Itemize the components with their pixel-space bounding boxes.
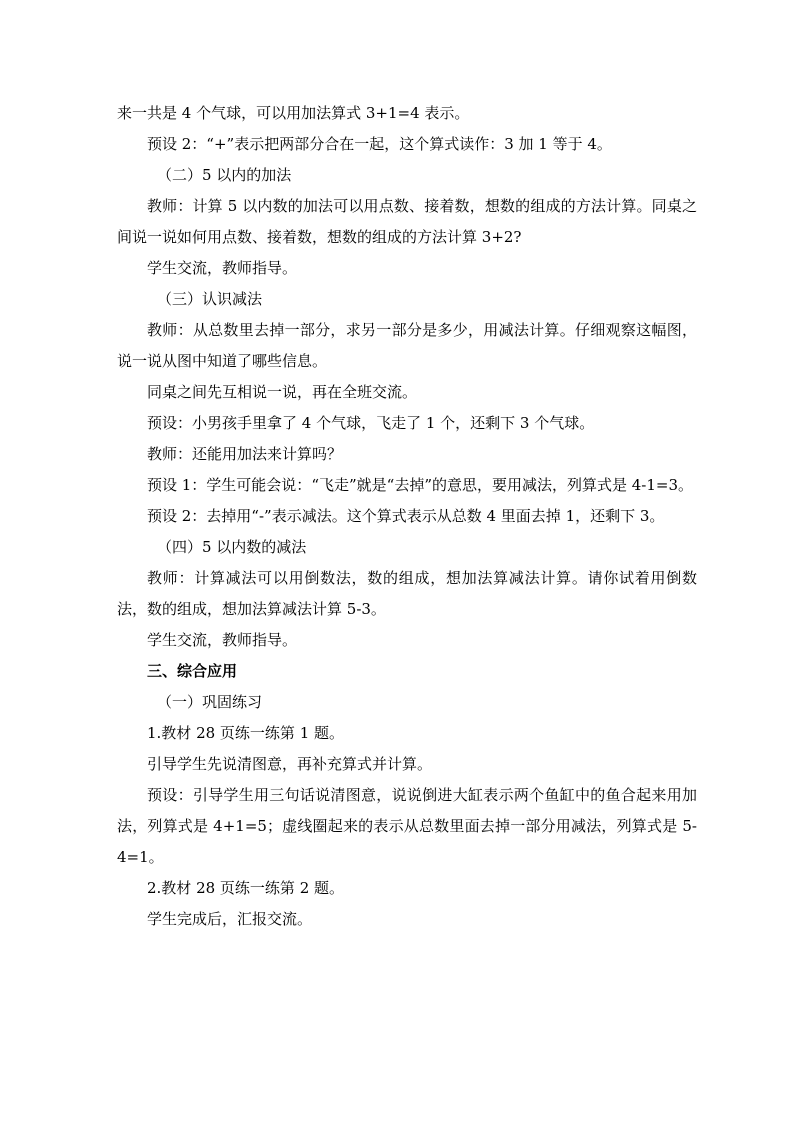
paragraph-preset-1: 预设 1：学生可能会说：“飞走”就是“去掉”的意思，要用减法，列算式是 4-1=3。 [147, 476, 694, 494]
section-heading-addition-within-5: （二）5 以内的加法 [157, 166, 292, 184]
section-heading-consolidation-practice: （一）巩固练习 [157, 693, 263, 711]
paragraph-teacher-subtraction: 教师：从总数里去掉一部分，求另一部分是多少，用减法计算。仔细观察这幅图，说一说从图中知道了哪些信息。 [117, 321, 697, 370]
paragraph-report-exchange: 学生完成后，汇报交流。 [147, 910, 313, 928]
paragraph-preset-2-subtraction: 预设 2：去掉用“-”表示减法。这个算式表示从总数 4 里面去掉 1，还剩下 3。 [147, 507, 665, 525]
paragraph-preset-balloons: 预设：小男孩手里拿了 4 个气球，飞走了 1 个，还剩下 3 个气球。 [147, 414, 595, 432]
paragraph-teacher-question: 教师：还能用加法来计算吗？ [147, 445, 343, 463]
paragraph-continuation: 来一共是 4 个气球，可以用加法算式 3+1=4 表示。 [117, 104, 470, 122]
paragraph-teacher-addition: 教师：计算 5 以内数的加法可以用点数、接着数，想数的组成的方法计算。同桌之间说一说如何用点数、接着数，想数的组成的方法计算 3+2? [117, 197, 697, 246]
document-body [117, 98, 697, 935]
section-heading-comprehensive-application: 三、综合应用 [147, 662, 238, 680]
paragraph-preset-fish: 预设：引导学生用三句话说清图意，说说倒进大缸表示两个鱼缸中的鱼合起来用加法，列算式是 4+1=5；虚线圈起来的表示从总数里面去掉一部分用减法，列算式是 5-4=1。 [117, 786, 697, 866]
paragraph-guide-students: 引导学生先说清图意，再补充算式并计算。 [147, 755, 433, 773]
paragraph-desk-mates: 同桌之间先互相说一说，再在全班交流。 [147, 383, 418, 401]
exercise-item-1: 1.教材 28 页练一练第 1 题。 [147, 724, 345, 742]
section-heading-subtraction-within-5: （四）5 以内数的减法 [157, 538, 307, 556]
paragraph-preset-2: 预设 2：“+”表示把两部分合在一起，这个算式读作：3 加 1 等于 4。 [147, 135, 612, 153]
paragraph-student-exchange-2: 学生交流，教师指导。 [147, 631, 298, 649]
paragraph-student-exchange: 学生交流，教师指导。 [147, 259, 298, 277]
paragraph-teacher-methods: 教师：计算减法可以用倒数法，数的组成，想加法算减法计算。请你试着用倒数法，数的组成，想加法算减法计算 5-3。 [117, 569, 697, 618]
section-heading-know-subtraction: （三）认识减法 [157, 290, 263, 308]
exercise-item-2: 2.教材 28 页练一练第 2 题。 [147, 879, 345, 897]
